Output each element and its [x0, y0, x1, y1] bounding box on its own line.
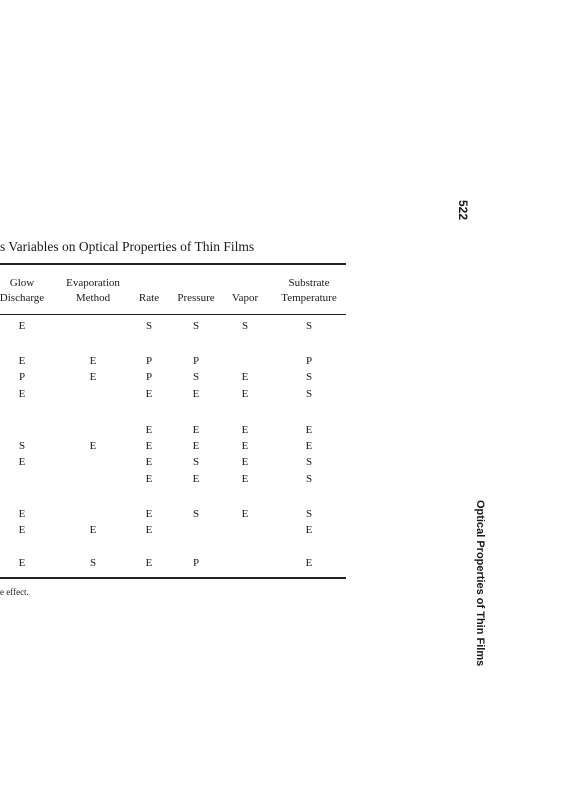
header-evap-line1: Evaporation: [66, 277, 120, 289]
table-cell-substrate: S: [305, 508, 313, 520]
header-glow-discharge: [0, 276, 44, 306]
running-head: Optical Properties of Thin Films: [474, 500, 486, 667]
table-cell-pressure: S: [192, 371, 200, 383]
table-cell-pressure: S: [192, 456, 200, 468]
table-cell-rate: P: [145, 355, 153, 367]
table-cell-glow: E: [18, 524, 26, 536]
table-cell-glow: E: [18, 508, 26, 520]
table-header-rule: [0, 314, 346, 315]
table-cell-evap: S: [89, 557, 97, 569]
table-cell-rate: E: [145, 473, 153, 485]
table-cell-vapor: E: [241, 508, 249, 520]
table-cell-vapor: E: [241, 424, 249, 436]
header-evaporation-method: [66, 276, 120, 306]
table-cell-substrate: S: [305, 388, 313, 400]
table-caption: s Variables on Optical Properties of Thin Films: [0, 239, 255, 254]
header-substrate-line1: Substrate: [288, 277, 330, 289]
table-cell-rate: E: [145, 456, 153, 468]
table-cell-glow: E: [18, 456, 26, 468]
table-cell-pressure: P: [192, 557, 200, 569]
table-cell-pressure: E: [192, 424, 200, 436]
table-cell-glow: E: [18, 557, 26, 569]
table-cell-glow: E: [18, 320, 26, 332]
table-cell-substrate: E: [305, 424, 313, 436]
table-cell-rate: E: [145, 440, 153, 452]
table-cell-vapor: E: [241, 371, 249, 383]
table-cell-glow: P: [18, 371, 26, 383]
table-cell-vapor: E: [241, 388, 249, 400]
table-cell-glow: S: [18, 440, 26, 452]
table-cell-rate: S: [145, 320, 153, 332]
table-cell-substrate: S: [305, 371, 313, 383]
table-cell-rate: E: [145, 388, 153, 400]
table-cell-pressure: S: [192, 320, 200, 332]
header-vapor: Vapor: [231, 292, 259, 304]
header-evap-line2: Method: [75, 292, 111, 304]
table-cell-substrate: S: [305, 320, 313, 332]
table-cell-pressure: E: [192, 388, 200, 400]
table-cell-pressure: E: [192, 440, 200, 452]
table-cell-glow: E: [18, 388, 26, 400]
table-cell-substrate: E: [305, 524, 313, 536]
table-cell-evap: E: [89, 355, 97, 367]
page-number: 522: [456, 200, 470, 221]
table-top-rule: [0, 263, 346, 265]
table-cell-vapor: E: [241, 473, 249, 485]
table-cell-vapor: E: [241, 456, 249, 468]
table-footnote: e effect.: [0, 587, 29, 597]
table-cell-substrate: E: [305, 440, 313, 452]
table-cell-glow: E: [18, 355, 26, 367]
table-cell-substrate: S: [305, 456, 313, 468]
table-cell-substrate: P: [305, 355, 313, 367]
table-cell-rate: E: [145, 557, 153, 569]
header-rate: Rate: [138, 292, 160, 304]
table-cell-rate: P: [145, 371, 153, 383]
header-glow-line2: Discharge: [0, 292, 45, 304]
table-cell-substrate: E: [305, 557, 313, 569]
table-cell-evap: E: [89, 440, 97, 452]
header-pressure: Pressure: [177, 292, 215, 304]
table-cell-rate: E: [145, 524, 153, 536]
table-cell-evap: E: [89, 371, 97, 383]
table-cell-evap: E: [89, 524, 97, 536]
header-substrate-temperature: [281, 276, 336, 306]
table-cell-substrate: S: [305, 473, 313, 485]
table-cell-rate: E: [145, 508, 153, 520]
table-cell-pressure: P: [192, 355, 200, 367]
table-cell-vapor: S: [241, 320, 249, 332]
header-substrate-line2: Temperature: [281, 292, 337, 304]
table-bottom-rule: [0, 577, 346, 579]
table-cell-rate: E: [145, 424, 153, 436]
header-glow-line1: Glow: [9, 277, 35, 289]
table-cell-pressure: S: [192, 508, 200, 520]
table-cell-vapor: E: [241, 440, 249, 452]
table-cell-pressure: E: [192, 473, 200, 485]
